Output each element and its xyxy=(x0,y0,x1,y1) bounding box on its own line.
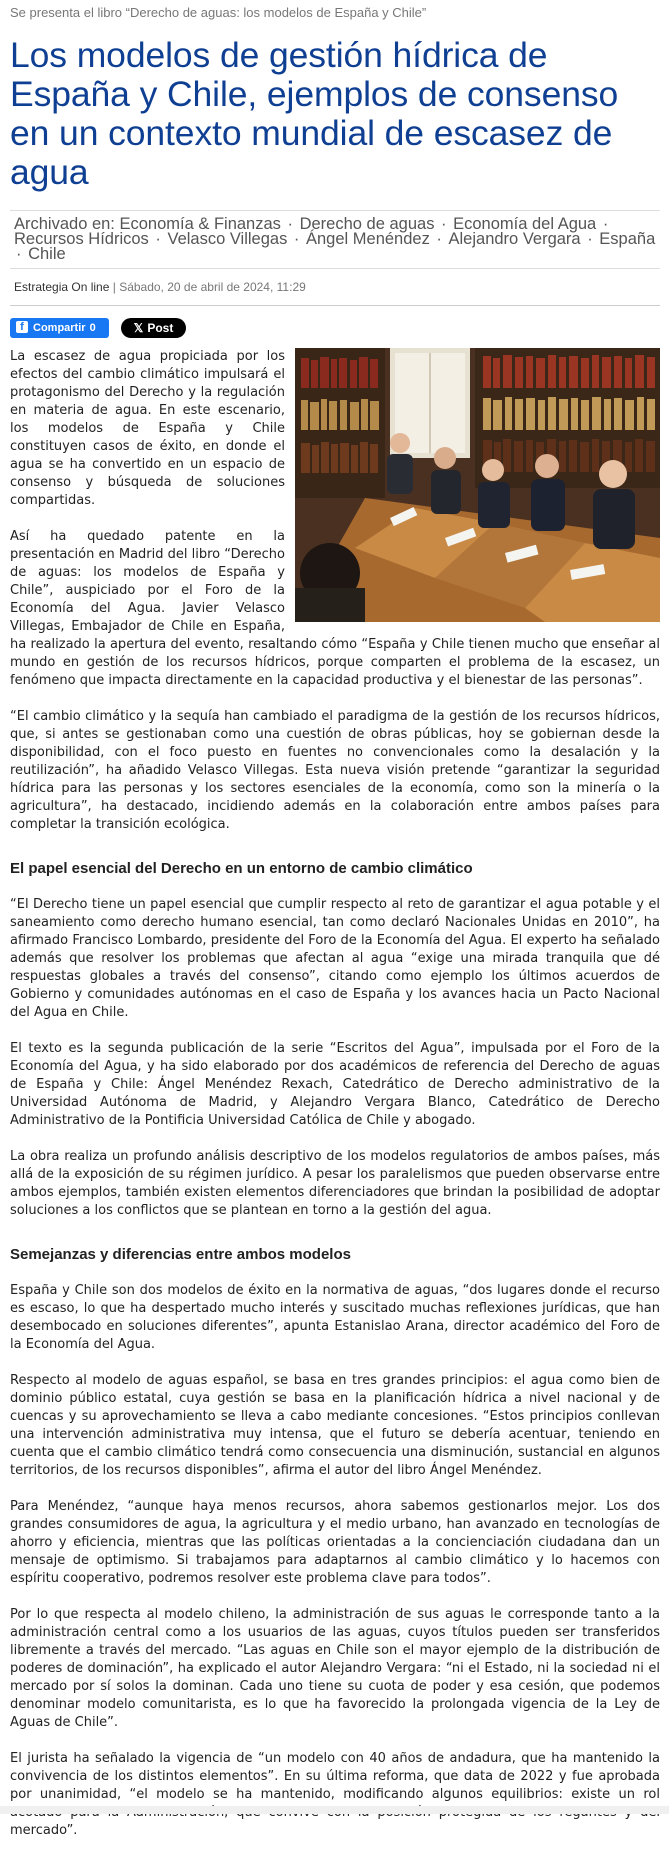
meeting-photo-icon xyxy=(295,348,660,622)
article-paragraph: Así ha quedado patente en la presentación en Madrid del libro “Derecho de aguas: los modelos de España y Chile”, auspiciado por el Foro de la Economía del Agua. Javier Velasco Villegas, Embajador de Chile en España, ha realizado la apertura del evento, resaltando cómo “España y Chile tienen mucho que enseñar al mundo en gestión de los recursos hídricos, porque comparten el problema de la escasez, un fenómeno que impacta directamente en la capacidad productiva y el bienestar de las personas”. xyxy=(10,529,660,688)
x-post-button[interactable] xyxy=(121,318,186,338)
archive-tags: Archivado en: Economía & Finanzas · Derecho de aguas · Economía del Agua · Recursos Hídricos · Velasco Villegas · Ángel Menéndez · Alejandro Vergara · España · Chile xyxy=(10,210,660,269)
tag-link[interactable]: Economía del Agua xyxy=(453,215,597,233)
section-heading: Semejanzas y diferencias entre ambos modelos xyxy=(10,1246,351,1263)
article-paragraph: La escasez de agua propiciada por los efectos del cambio climático impulsará el protagonismo del Derecho y la regulación en materia de agua. En este escenario, los modelos de España y Chile constituyen casos de éxito, en donde el agua se ha convertido en un espacio de consenso y búsqueda de soluciones compartidas. xyxy=(10,349,285,508)
section-heading: El papel esencial del Derecho en un entorno de cambio climático xyxy=(10,860,473,877)
tag-link[interactable]: Economía & Finanzas xyxy=(119,215,281,233)
article-body xyxy=(10,348,660,1840)
divider xyxy=(10,305,660,306)
article-paragraph: La obra realiza un profundo análisis descriptivo de los modelos regulatorios de ambos países, más allá de la exposición de su régimen jurídico. A pesar los paralelismos que pueden observarse entre ambos ejemplos, también existen elementos diferenciadores que brindan la posibilidad de adoptar soluciones a los conflictos que se plantean en torno a la gestión del agua. xyxy=(10,1149,660,1218)
facebook-share-button[interactable] xyxy=(10,318,109,338)
article-paragraph: España y Chile son dos modelos de éxito en la normativa de aguas, “dos lugares donde el recurso es escaso, lo que ha despertado mucho interés y suscitado muchas reflexiones jurídicas, que han desembocado en soluciones diferentes”, apunta Estanislao Arana, director académico del Foro de la Economía del Agua. xyxy=(10,1283,660,1352)
facebook-icon: f xyxy=(16,321,28,333)
footer-bar xyxy=(0,1806,669,1814)
tag-link[interactable]: Chile xyxy=(28,245,66,263)
share-bar xyxy=(10,318,660,338)
tag-link[interactable]: Derecho de aguas xyxy=(299,215,435,233)
x-icon: 𝕏 xyxy=(133,321,144,335)
byline-date: Sábado, 20 de abril de 2024, 11:29 xyxy=(119,280,306,294)
facebook-share-count: 0 xyxy=(89,322,96,334)
meeting-photo xyxy=(295,348,660,622)
facebook-share-label: Compartir xyxy=(33,322,86,334)
article-paragraph: Por lo que respecta al modelo chileno, la administración de sus aguas le corresponde tanto a la administración central como a los usuarios de las aguas, cuyos títulos pueden ser transferidos libremente a través del mercado. “Las aguas en Chile son el mayor ejemplo de la distribución de poderes de dominación”, ha explicado el autor Alejandro Vergara: “ni el Estado, ni la sociedad ni el mercado por sí solos la dominan. Cada uno tiene su cuota de poder y esa cesión, que podemos denominar modelo comunitarista, es lo que ha favorecido la prolongada vigencia de la Ley de Aguas de Chile”. xyxy=(10,1607,660,1730)
article-headline: Los modelos de gestión hídrica de España y Chile, ejemplos de consenso en un contexto mundial de escasez de agua xyxy=(10,35,619,192)
article-paragraph: Respecto al modelo de aguas español, se basa en tres grandes principios: el agua como bien de dominio público estatal, cuya gestión se basa en la planificación hídrica a nivel nacional y de cuencas y su aprovechamiento se lleva a cabo mediante concesiones. “Estos principios conllevan una intervención administrativa muy intensa, que el futuro se debería acentuar, teniendo en cuenta que el cambio climático tendrá como consecuencia una disminución, sustancial en algunos territorios, de los recursos disponibles”, afirma el autor del libro Ángel Menéndez. xyxy=(10,1373,660,1478)
article-paragraph: Para Menéndez, “aunque haya menos recursos, ahora sabemos gestionarlos mejor. Los dos grandes consumidores de agua, la agricultura y el medio urbano, han avanzado en tecnologías de ahorro y eficiencia, mientras que las políticas orientadas a la concienciación ciudadana dan un mensaje de optimismo. Si trabajamos para adaptarnos al cambio climático y lo hacemos con espíritu cooperativo, podremos resolver este problema clave para todos”. xyxy=(10,1499,660,1586)
x-post-label: Post xyxy=(147,321,174,335)
tag-link[interactable]: Recursos Hídricos xyxy=(14,230,149,248)
tag-link[interactable]: Velasco Villegas xyxy=(167,230,288,248)
article-paragraph: El texto es la segunda publicación de la serie “Escritos del Agua”, impulsada por el Foro de la Economía del Agua, y ha sido elaborado por dos académicos de referencia del Derecho de aguas de España y Chile: Ángel Menéndez Rexach, Catedrático de Derecho administrativo de la Universidad Autónoma de Madrid, y Alejandro Vergara Blanco, Catedrático de Derecho Administrativo de la Pontificia Universidad Católica de Chile y abogado. xyxy=(10,1041,660,1128)
tag-link[interactable]: España xyxy=(599,230,656,248)
article-kicker: Se presenta el libro “Derecho de aguas: los modelos de España y Chile” xyxy=(10,5,427,20)
tag-link[interactable]: Alejandro Vergara xyxy=(448,230,581,248)
tag-link[interactable]: Ángel Menéndez xyxy=(306,230,430,248)
article-paragraph: “El cambio climático y la sequía han cambiado el paradigma de la gestión de los recursos hídricos, que, si antes se gestionaban como una cuestión de obras públicas, hoy se gobiernan desde la disponibilidad, con el foco puesto en fuentes no convencionales como la desalación y la reutilización”, ha añadido Velasco Villegas. Esta nueva visión pretende “garantizar la seguridad hídrica para las personas y los sectores esenciales de la economía, como son la minería o la agricultura”, ha destacado, incidiendo además en la colaboración entre ambos países para completar la transición ecológica. xyxy=(10,709,660,832)
byline-separator: | xyxy=(109,280,120,294)
byline-author: Estrategia On line xyxy=(14,280,110,294)
article-page xyxy=(10,0,660,1858)
byline xyxy=(14,279,660,295)
archive-prefix: Archivado en: xyxy=(14,215,115,233)
article-paragraph: El jurista ha señalado la vigencia de “un modelo con 40 años de andadura, que ha mantenido la convivencia de los distintos elementos”. En su última reforma, que data de 2022 y fue aprobada por unanimidad, “el modelo se ha mantenido, modificando algunos equilibrios: existe un rol mercado”. xyxy=(10,1751,660,1838)
article-paragraph: “El Derecho tiene un papel esencial que cumplir respecto al reto de garantizar el agua potable y el saneamiento como derecho humano esencial, tan como declaró Nacionales Unidas en 2010”, ha afirmado Francisco Lombardo, presidente del Foro de la Economía del Agua. El experto ha señalado además que resolver los problemas que afectan al agua “exige una mirada tranquila que dé respuestas globales a través del consenso”, citando como ejemplo los últimos acuerdos de Gobierno y comunidades autónomas en el caso de España y los avances hacia un Pacto Nacional del Agua en Chile. xyxy=(10,897,660,1020)
